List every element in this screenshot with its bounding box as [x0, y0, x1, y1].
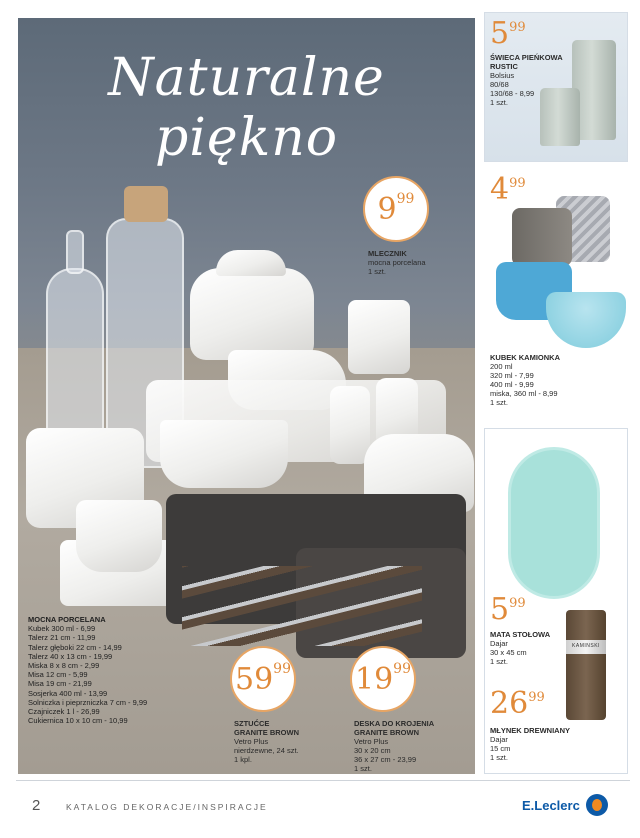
- info-mata: [490, 630, 560, 666]
- salt-shaker: [330, 386, 370, 464]
- porcelain-item: Misa 19 cm - 21,99: [28, 679, 92, 689]
- price-swieca: [490, 16, 526, 51]
- price-int: 9: [377, 191, 397, 227]
- product-name: MLECZNIK: [368, 249, 407, 258]
- product-desc: nierdzewne, 24 szt.: [234, 746, 299, 755]
- porcelain-item: Kubek 300 ml - 6,99: [28, 624, 96, 634]
- price-badge-mlecznik: [363, 176, 429, 242]
- hero-title: Naturalne piękno: [108, 48, 385, 168]
- info-sztucce: [234, 719, 334, 764]
- leclerc-logo-icon: [586, 794, 608, 816]
- product-line: 1 szt.: [490, 398, 508, 407]
- cutlery-set: [182, 566, 422, 646]
- porcelain-item: Talerz 40 x 13 cm - 19,99: [28, 651, 113, 661]
- grinder-label: KAMINSKI: [572, 643, 600, 649]
- price-dec: 99: [393, 661, 411, 677]
- price-badge-deska: [350, 646, 416, 712]
- mug-grey: [512, 208, 572, 266]
- price-mata: [490, 592, 526, 627]
- product-brand: Bolsius: [490, 71, 515, 80]
- price-int: 5: [490, 16, 510, 51]
- product-name-line2: GRANITE BROWN: [354, 728, 419, 737]
- product-name: KUBEK KAMIONKA: [490, 353, 560, 362]
- pepper-grinder: [566, 610, 606, 720]
- porcelain-price-list: [28, 615, 178, 725]
- porcelain-item: Sosjerka 400 ml - 13,99: [28, 688, 108, 698]
- product-qty: 1 szt.: [354, 764, 372, 773]
- product-line: 320 ml - 7,99: [490, 371, 534, 380]
- porcelain-item: Solniczka i pieprzniczka 7 cm - 9,99: [28, 697, 148, 707]
- leclerc-logo: [522, 794, 608, 816]
- page-number: 2: [32, 797, 41, 814]
- info-deska: [354, 719, 464, 773]
- table-mat: [508, 447, 600, 599]
- product-qty: 1 szt.: [368, 267, 386, 276]
- product-name-line1: ŚWIECA PIEŃKOWA: [490, 53, 563, 62]
- price-dec: 99: [509, 20, 526, 35]
- porcelain-item: Miska 8 x 8 cm - 2,99: [28, 661, 100, 671]
- info-kubek: [490, 353, 610, 407]
- price-int: 4: [490, 172, 510, 207]
- product-size2: 130/68 - 8,99: [490, 89, 535, 98]
- porcelain-item: Misa 12 cm - 5,99: [28, 670, 88, 680]
- product-line: 400 ml - 9,99: [490, 380, 534, 389]
- porcelain-item: Cukiernica 10 x 10 cm - 10,99: [28, 716, 128, 726]
- product-line: 200 ml: [490, 362, 513, 371]
- porcelain-name: MOCNA PORCELANA: [28, 615, 106, 624]
- info-mlecznik: [368, 249, 458, 276]
- product-line: miska, 360 ml - 8,99: [490, 389, 558, 398]
- product-qty: 1 szt.: [490, 98, 508, 107]
- info-mlynek: [490, 726, 590, 762]
- price-int: 59: [234, 661, 274, 697]
- price-dec: 99: [528, 690, 545, 705]
- square-bowl: [160, 420, 288, 488]
- price-int: 19: [354, 661, 394, 697]
- price-badge-sztucce: [230, 646, 296, 712]
- teapot: [190, 268, 314, 360]
- price-kubek: [490, 172, 526, 207]
- product-size1: 80/68: [490, 80, 509, 89]
- price-dec: 99: [273, 661, 291, 677]
- product-name: MATA STOŁOWA: [490, 630, 551, 639]
- footer-divider: [16, 780, 630, 781]
- product-desc: mocna porcelana: [368, 258, 426, 267]
- product-brand: Vetro Plus: [354, 737, 389, 746]
- product-name: MŁYNEK DREWNIANY: [490, 726, 570, 735]
- price-dec: 99: [509, 596, 526, 611]
- product-size2: 36 x 27 cm - 23,99: [354, 755, 417, 764]
- price-int: 26: [490, 686, 529, 721]
- product-name-line1: SZTUĆCE: [234, 719, 270, 728]
- product-qty: 1 szt.: [490, 753, 508, 762]
- product-size: 30 x 45 cm: [490, 648, 527, 657]
- product-brand: Vetro Plus: [234, 737, 269, 746]
- product-size: 15 cm: [490, 744, 511, 753]
- bowl-turquoise: [546, 292, 626, 348]
- porcelain-item: Czajniczek 1 l - 26,99: [28, 707, 100, 717]
- product-name-line1: DESKA DO KROJENIA: [354, 719, 435, 728]
- product-name-line2: RUSTIC: [490, 62, 518, 71]
- price-mlynek: [490, 686, 545, 721]
- catalog-title: KATALOG DEKORACJE/INSPIRACJE: [66, 802, 268, 812]
- glass-bottle-left-neck: [66, 230, 84, 274]
- price-int: 5: [490, 592, 510, 627]
- product-brand: Dajar: [490, 639, 508, 648]
- cork-stopper: [124, 186, 168, 222]
- product-size1: 30 x 20 cm: [354, 746, 391, 755]
- cup: [76, 500, 162, 572]
- brand-name: E.Leclerc: [522, 797, 580, 813]
- teapot-lid: [216, 250, 286, 276]
- product-qty: 1 szt.: [490, 657, 508, 666]
- price-dec: 99: [396, 191, 415, 207]
- product-name-line2: GRANITE BROWN: [234, 728, 299, 737]
- product-brand: Dajar: [490, 735, 508, 744]
- porcelain-item: Talerz 21 cm - 11,99: [28, 633, 96, 643]
- porcelain-item: Talerz głęboki 22 cm - 14,99: [28, 642, 122, 652]
- product-qty: 1 kpl.: [234, 755, 252, 764]
- candle-short: [540, 88, 580, 146]
- price-dec: 99: [509, 176, 526, 191]
- milk-jug: [348, 300, 410, 374]
